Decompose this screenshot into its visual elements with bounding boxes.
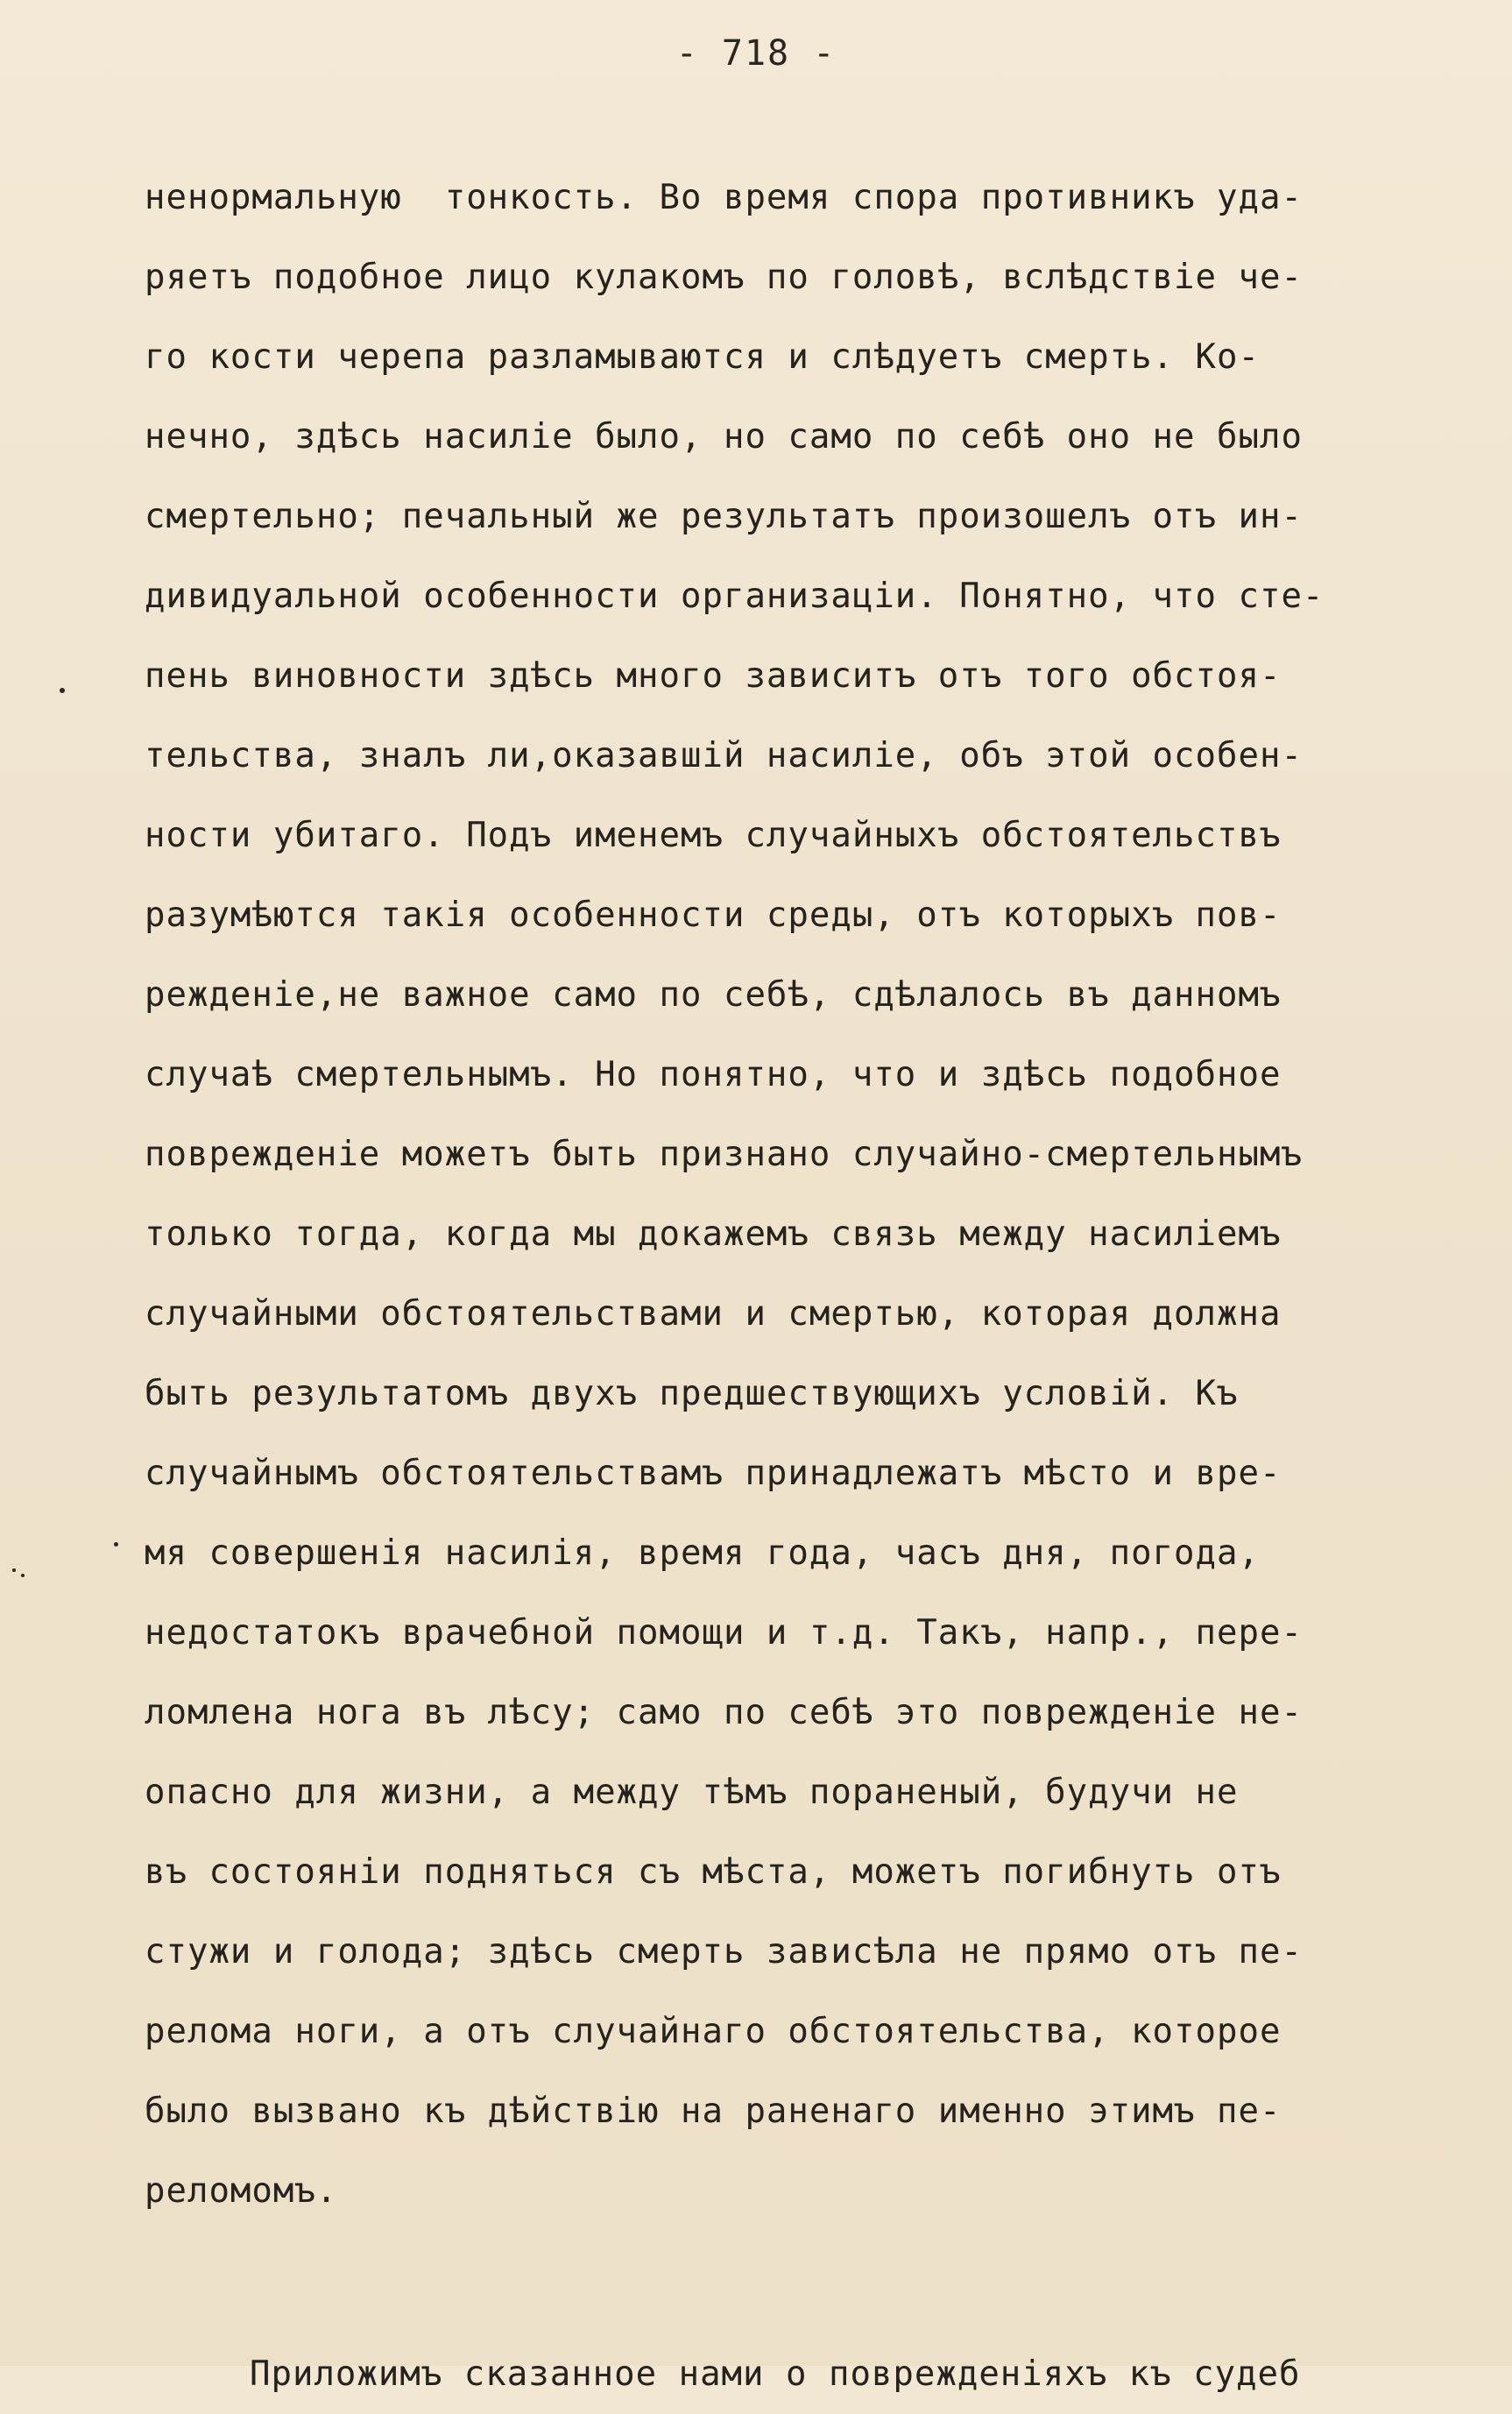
text-line: ности убитаго. Подъ именемъ случайныхъ обстоятельствъ bbox=[145, 816, 1282, 855]
text-line: ряетъ подобное лицо кулакомъ по головѣ, вслѣдствіе че- bbox=[145, 258, 1303, 297]
text-line: опасно для жизни, а между тѣмъ пораненый, будучи не bbox=[145, 1773, 1239, 1812]
text-line: быть результатомъ двухъ предшествующихъ условій. Къ bbox=[145, 1374, 1239, 1413]
page-number: - 718 - bbox=[675, 33, 837, 74]
text-line: только тогда, когда мы докажемъ связь между насиліемъ bbox=[145, 1214, 1282, 1254]
paragraph-gap bbox=[145, 2231, 1476, 2334]
text-line: реломомъ. bbox=[145, 2171, 338, 2211]
text-line: пень виновности здѣсь много зависитъ отъ того обстоя- bbox=[145, 656, 1282, 696]
ink-speck bbox=[12, 1568, 16, 1572]
text-line: поврежденіе можетъ быть признано случайно-смертельнымъ bbox=[145, 1135, 1303, 1174]
text-line: ломлена нога въ лѣсу; само по себѣ это поврежденіе не- bbox=[145, 1693, 1303, 1732]
text-line: было вызвано къ дѣйствію на раненаго именно этимъ пе- bbox=[145, 2092, 1282, 2131]
ink-speck bbox=[21, 1574, 25, 1577]
text-line: разумѣются такія особенности среды, отъ которыхъ пов- bbox=[145, 896, 1282, 935]
text-line: случайнымъ обстоятельствамъ принадлежатъ мѣсто и вре- bbox=[145, 1454, 1282, 1493]
text-line: случаѣ смертельнымъ. Но понятно, что и здѣсь подобное bbox=[145, 1055, 1282, 1094]
text-line: тельства, зналъ ли,оказавшій насиліе, объ этой особен- bbox=[145, 736, 1303, 775]
text-line: смертельно; печальный же результатъ произошелъ отъ ин- bbox=[145, 497, 1303, 536]
paragraph-start-line: Приложимъ сказанное нами о поврежденіяхъ къ судеб bbox=[250, 2354, 1301, 2394]
ink-speck bbox=[114, 1542, 118, 1547]
ink-speck bbox=[60, 688, 65, 693]
text-line: случайными обстоятельствами и смертью, которая должна bbox=[145, 1294, 1282, 1334]
text-line: нечно, здѣсь насиліе было, но само по себѣ оно не было bbox=[145, 417, 1303, 457]
text-line: стужи и голода; здѣсь смерть зависѣла не прямо отъ пе- bbox=[145, 1932, 1303, 1972]
text-line: ненормальную тонкость. Во время спора противникъ уда- bbox=[145, 178, 1303, 217]
text-line: мя совершенія насилія, время года, часъ дня, погода, bbox=[145, 1533, 1260, 1573]
text-line: въ состояніи подняться съ мѣста, можетъ погибнуть отъ bbox=[145, 1852, 1282, 1892]
text-line: режденіе,не важное само по себѣ, сдѣлалось въ данномъ bbox=[145, 975, 1282, 1015]
text-line: дивидуальной особенности организаціи. Понятно, что сте- bbox=[145, 577, 1325, 616]
text-line: го кости черепа разламываются и слѣдуетъ смерть. Ко- bbox=[145, 337, 1260, 377]
body-text bbox=[145, 158, 1476, 2414]
text-line: недостатокъ врачебной помощи и т.д. Такъ, напр., пере- bbox=[145, 1613, 1303, 1653]
text-line: релома ноги, а отъ случайнаго обстоятельства, которое bbox=[145, 2012, 1282, 2051]
